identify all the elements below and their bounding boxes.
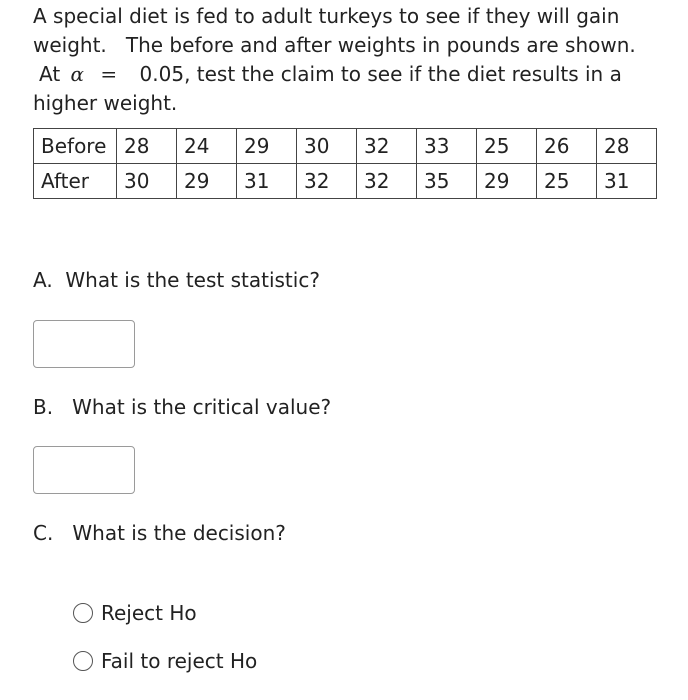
table-cell: 30: [117, 164, 177, 199]
table-cell: 32: [357, 164, 417, 199]
question-c: C. What is the decision?: [33, 521, 286, 545]
option-reject-ho[interactable]: [73, 601, 197, 625]
table-cell: 30: [297, 129, 357, 164]
row-label-after: After: [34, 164, 117, 199]
table-cell: 29: [177, 164, 237, 199]
table-row-before: [34, 129, 657, 164]
problem-statement: [33, 2, 673, 118]
problem-line-3: [33, 60, 673, 89]
table-cell: 25: [477, 129, 537, 164]
table-row-after: [34, 164, 657, 199]
table-cell: 29: [477, 164, 537, 199]
table-cell: 33: [417, 129, 477, 164]
critical-value-input[interactable]: [33, 446, 135, 494]
table-cell: 29: [237, 129, 297, 164]
problem-line-3-prefix: At: [39, 62, 61, 86]
option-fail-to-reject-ho[interactable]: [73, 649, 257, 673]
option-label: Fail to reject Ho: [101, 649, 258, 673]
alpha-symbol: α: [70, 62, 85, 86]
test-statistic-input[interactable]: [33, 320, 135, 368]
radio-circle-icon[interactable]: [73, 651, 93, 671]
table-cell: 28: [117, 129, 177, 164]
radio-circle-icon[interactable]: [73, 603, 93, 623]
table-cell: 31: [597, 164, 657, 199]
table-cell: 25: [537, 164, 597, 199]
table-cell: 26: [537, 129, 597, 164]
row-label-before: Before: [34, 129, 117, 164]
table-cell: 35: [417, 164, 477, 199]
question-a: A. What is the test statistic?: [33, 268, 320, 292]
weights-table: [33, 128, 657, 199]
problem-line-1: A special diet is fed to adult turkeys to see if they will gain: [33, 4, 620, 28]
table-cell: 32: [297, 164, 357, 199]
alpha-value-text: 0.05, test the claim to see if the diet results in a: [139, 62, 622, 86]
table-cell: 28: [597, 129, 657, 164]
option-label: Reject Ho: [101, 601, 197, 625]
problem-line-2: weight. The before and after weights in pounds are shown.: [33, 33, 636, 57]
table-cell: 31: [237, 164, 297, 199]
question-b: B. What is the critical value?: [33, 395, 332, 419]
table-cell: 32: [357, 129, 417, 164]
problem-line-4: higher weight.: [33, 91, 178, 115]
table-cell: 24: [177, 129, 237, 164]
equals-sign: =: [100, 62, 118, 86]
